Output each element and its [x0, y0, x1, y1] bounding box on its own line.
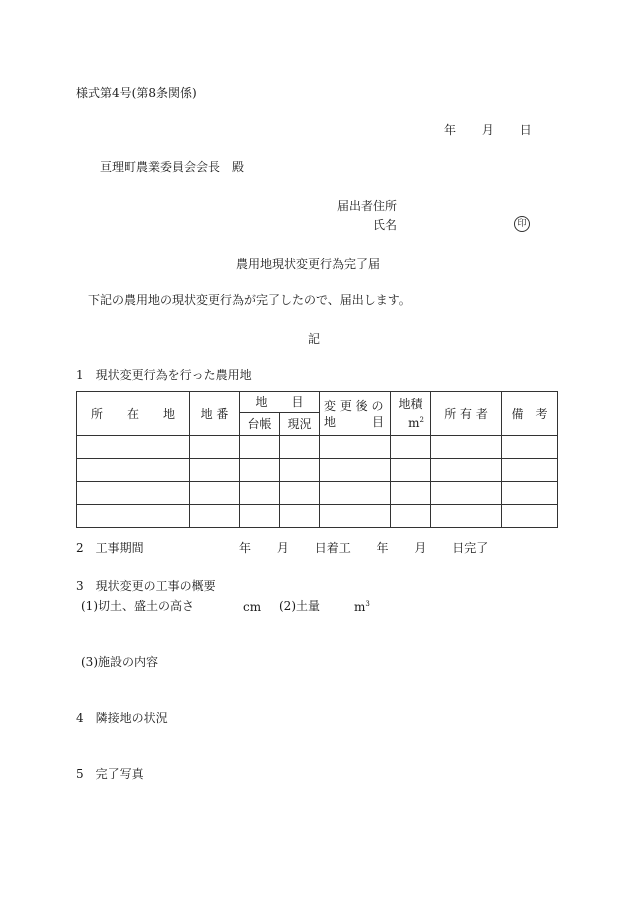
notifier-name-label: 氏名 [373, 218, 398, 232]
period-end: 日完了 [452, 541, 489, 555]
col-lot-header: 地 番 [190, 392, 240, 436]
section3-unit-cm: cm [243, 600, 262, 614]
table-cell[interactable] [240, 436, 280, 459]
table-row [77, 436, 558, 459]
table-cell[interactable] [320, 505, 391, 528]
table-cell[interactable] [280, 459, 320, 482]
table-cell[interactable] [502, 459, 558, 482]
addressee: 亘理町農業委員会会長 殿 [100, 160, 245, 174]
table-cell[interactable] [190, 505, 240, 528]
table-cell[interactable] [77, 482, 190, 505]
table-cell[interactable] [280, 482, 320, 505]
table-cell[interactable] [77, 436, 190, 459]
table-cell[interactable] [431, 482, 502, 505]
col-area-header [391, 392, 431, 436]
table-cell[interactable] [502, 505, 558, 528]
section1-heading: 1 現状変更行為を行った農用地 [76, 368, 252, 382]
col-area-unit: $m^2$ [408, 416, 425, 430]
col-after-line2: 地 目 [324, 414, 385, 429]
table-cell[interactable] [391, 505, 431, 528]
date-year-label: 年 [444, 123, 457, 137]
col-area-label: 地積 [398, 397, 423, 411]
section3-unit-m3: $m^3$ [354, 600, 370, 614]
table-cell[interactable] [320, 436, 391, 459]
date-day-label: 日 [519, 123, 532, 137]
col-remarks-header: 備 考 [502, 392, 558, 436]
table-cell[interactable] [320, 459, 391, 482]
table-cell[interactable] [280, 505, 320, 528]
col-register-header: 台帳 [240, 413, 280, 436]
table-cell[interactable] [190, 482, 240, 505]
period-start: 日着工 [314, 541, 351, 555]
table-cell[interactable] [502, 482, 558, 505]
table-cell[interactable] [391, 436, 431, 459]
section3-item1: (1)切土、盛土の高さ [81, 599, 194, 613]
table-cell[interactable] [240, 482, 280, 505]
section5-heading: 5 完了写真 [76, 767, 144, 781]
table-cell[interactable] [77, 505, 190, 528]
table-cell[interactable] [431, 436, 502, 459]
form-number: 様式第4号(第8条関係) [76, 86, 197, 100]
period-year2: 年 [376, 541, 389, 555]
notifier-address-label: 届出者住所 [337, 199, 398, 213]
date-line [444, 124, 532, 136]
table-cell[interactable] [391, 459, 431, 482]
table-cell[interactable] [320, 482, 391, 505]
section3-heading: 3 現状変更の工事の概要 [76, 579, 216, 593]
section3-item3: (3)施設の内容 [81, 655, 158, 669]
table-cell[interactable] [190, 436, 240, 459]
farmland-table [76, 391, 558, 528]
col-after-header [320, 392, 391, 436]
table-cell[interactable] [431, 459, 502, 482]
table-row [77, 505, 558, 528]
period-month: 月 [276, 541, 289, 555]
col-location-header: 所 在 地 [77, 392, 190, 436]
period-year: 年 [239, 541, 252, 555]
intro-text: 下記の農用地の現状変更行為が完了したので、届出します。 [88, 293, 411, 307]
table-cell[interactable] [502, 436, 558, 459]
table-row [77, 459, 558, 482]
seal-mark: 印 [514, 216, 530, 232]
table-cell[interactable] [77, 459, 190, 482]
table-row [77, 482, 558, 505]
section2-heading: 2 工事期間 [76, 541, 144, 555]
ki-marker: 記 [308, 332, 321, 346]
table-cell[interactable] [240, 505, 280, 528]
col-owner-header: 所 有 者 [431, 392, 502, 436]
period-month2: 月 [414, 541, 427, 555]
col-after-line1: 変 更 後 の [324, 398, 384, 413]
section4-heading: 4 隣接地の状況 [76, 711, 168, 725]
table-cell[interactable] [280, 436, 320, 459]
table-cell[interactable] [240, 459, 280, 482]
table-cell[interactable] [431, 505, 502, 528]
col-category-header: 地 目 [240, 392, 320, 413]
table-cell[interactable] [391, 482, 431, 505]
section2-period [239, 542, 488, 554]
section3-item2: (2)土量 [279, 599, 320, 613]
document-title: 農用地現状変更行為完了届 [236, 257, 381, 271]
col-current-header: 現況 [280, 413, 320, 436]
date-month-label: 月 [481, 123, 494, 137]
table-cell[interactable] [190, 459, 240, 482]
